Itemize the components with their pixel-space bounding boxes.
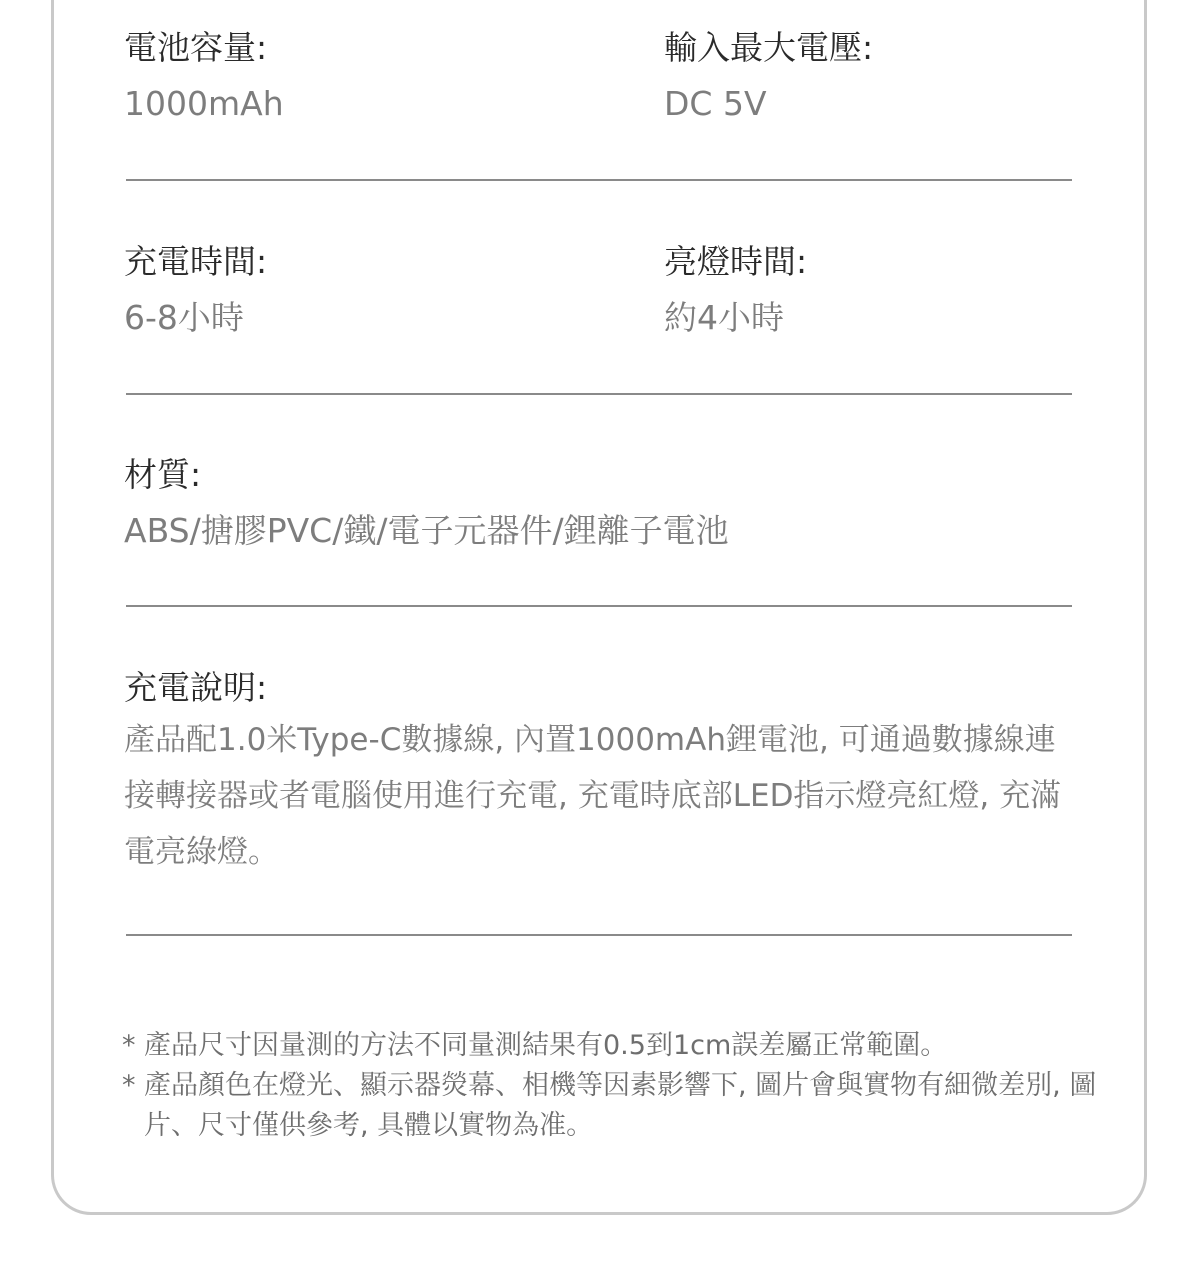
input-voltage-label: 輸入最大電壓: [664,28,874,67]
light-time-spec [664,242,807,338]
light-time-value: 約4小時 [664,298,784,337]
light-time-label: 亮燈時間: [664,242,808,281]
charging-instructions-text: 產品配1.0米Type-C數據線, 內置1000mAh鋰電池, 可通過數據線連接轉接器或者電腦使用進行充電, 充電時底部LED指示燈亮紅燈, 充滿電亮綠燈。 [124,722,1062,870]
input-voltage-value: DC 5V [664,84,767,123]
footnote [122,1066,1122,1146]
divider [126,393,1072,395]
material-spec [124,455,729,551]
battery-capacity-label: 電池容量: [124,28,268,67]
material-value: ABS/搪膠PVC/鐵/電子元器件/鋰離子電池 [124,511,729,550]
charge-time-label: 充電時間: [124,242,268,281]
footnote [122,1026,1122,1066]
input-voltage-spec [664,28,873,124]
battery-capacity-value: 1000mAh [124,84,284,123]
asterisk-marker: * [122,1030,136,1061]
charging-instructions-label: 充電說明: [124,668,268,707]
divider [126,179,1072,181]
footnote-text: 產品顏色在燈光、顯示器熒幕、相機等因素影響下, 圖片會與實物有細微差別, 圖片、尺寸僅供參考, 具體以實物為准。 [144,1070,1097,1141]
battery-capacity-spec [124,28,284,124]
material-label: 材質: [124,455,202,494]
charge-time-value: 6-8小時 [124,298,244,337]
footnotes [122,1026,1122,1146]
footnote-text: 產品尺寸因量測的方法不同量測結果有0.5到1cm誤差屬正常範圍。 [144,1030,948,1061]
divider [126,605,1072,607]
divider [126,934,1072,936]
charge-time-spec [124,242,267,338]
asterisk-marker: * [122,1070,136,1101]
charging-instructions-spec [124,668,1084,880]
